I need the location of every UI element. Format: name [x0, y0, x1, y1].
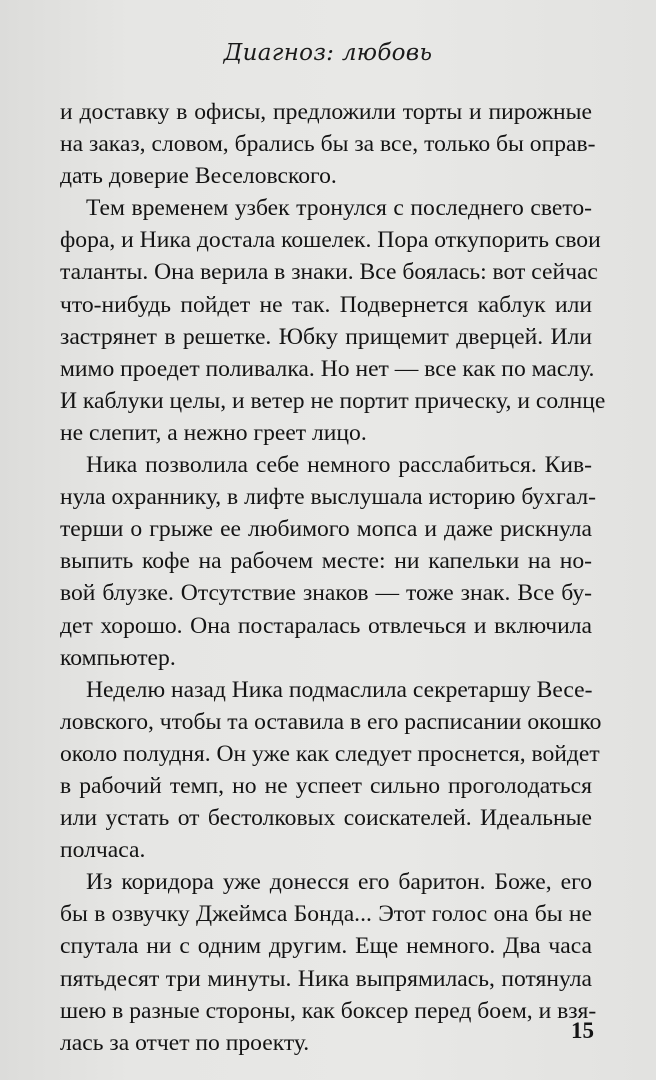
text-line: около полудня. Он уже как следует проснется, войдет — [60, 740, 600, 767]
text-line: ловского, чтобы та оставила в его расписании окошко — [60, 708, 602, 735]
body-text — [60, 96, 606, 1059]
paragraph-first-line: Неделю назад Ника подмаслила секретаршу Весе- — [86, 676, 593, 703]
text-line: полчаса. — [60, 837, 146, 864]
text-line: лась за отчет по проекту. — [60, 1029, 310, 1056]
text-line: и доставку в офисы, предложили торты и пирожные — [60, 99, 592, 125]
text-line: застрянет в решетке. Юбку прищемит дверцей. Или — [60, 323, 592, 350]
text-line: бы в озвучку Джеймса Бонда... Этот голос она бы не — [60, 901, 592, 928]
text-line: дать доверие Веселовского. — [60, 163, 337, 190]
text-line: вой блузке. Отсутствие знаков — тоже знак. Все бу- — [60, 580, 592, 607]
text-line: или устать от бестолковых соискателей. Идеальные — [60, 805, 592, 832]
paragraph-first-line: Ника позволила себе немного расслабиться. Кив- — [86, 452, 592, 479]
text-line: в рабочий темп, но не успеет сильно проголодаться — [60, 772, 592, 799]
text-line: спутала ни с одним другим. Еще немного. Два часа — [60, 933, 592, 960]
text-line: таланты. Она верила в знаки. Все боялась: вот сейчас — [60, 259, 598, 286]
text-line: пятьдесят три минуты. Ника выпрямилась, потянула — [60, 965, 592, 992]
text-line: дет хорошо. Она постаралась отвлечься и включила — [60, 612, 592, 639]
text-line: мимо проедет поливалка. Но нет — все как по маслу. — [60, 355, 595, 382]
text-line: что-нибудь пойдет не так. Подвернется каблук или — [60, 291, 592, 318]
text-line: И каблуки целы, и ветер не портит прическу, и солнце — [60, 387, 606, 414]
paragraph-first-line: Тем временем узбек тронулся с последнего свето- — [86, 195, 592, 222]
text-line: не слепит, а нежно греет лицо. — [60, 419, 367, 446]
paragraph-first-line: Из коридора уже донесся его баритон. Боже, его — [86, 869, 592, 896]
text-line: компьютер. — [60, 644, 176, 671]
text-line: на заказ, словом, брались бы за все, только бы оправ- — [60, 131, 596, 158]
text-line: шею в разные стороны, как боксер перед боем, и взя- — [60, 997, 597, 1024]
running-header: Диагноз: любовь — [223, 40, 433, 66]
text-line: выпить кофе на рабочем месте: ни капельки на но- — [60, 548, 592, 575]
text-line: нула охраннику, в лифте выслушала историю бухгал- — [60, 484, 597, 511]
page-number: 15 — [571, 1018, 594, 1043]
text-line: фора, и Ника достала кошелек. Пора откупорить свои — [60, 227, 601, 254]
text-line: терши о грыже ее любимого мопса и даже рискнула — [60, 516, 592, 543]
